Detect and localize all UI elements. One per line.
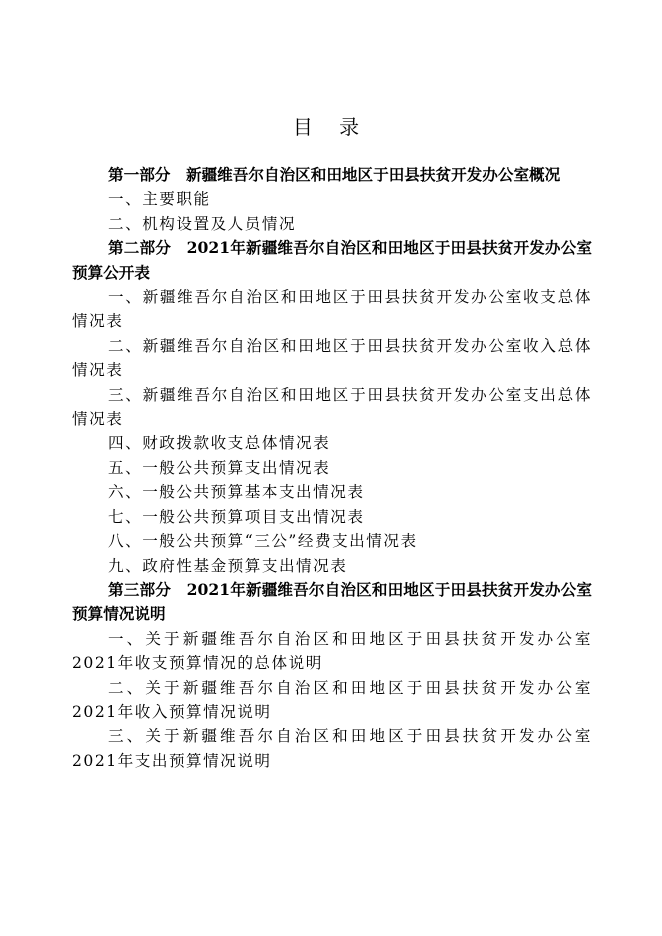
toc-item-general-budget-project: 七、一般公共预算项目支出情况表 [108, 507, 365, 526]
toc-part-1: 第一部分 新疆维吾尔自治区和田地区于田县扶贫开发办公室概况 [108, 165, 561, 184]
toc-item-main-functions: 一、主要职能 [108, 190, 211, 209]
toc-item-government-fund: 九、政府性基金预算支出情况表 [108, 556, 348, 575]
toc-item-expense-explanation: 三、关于新疆维吾尔自治区和田地区于田县扶贫开发办公室2021年支出预算情况说明 [72, 727, 592, 770]
table-of-contents [72, 163, 592, 773]
toc-item-fiscal-appropriation: 四、财政拨款收支总体情况表 [108, 434, 331, 453]
toc-item-income-explanation: 二、关于新疆维吾尔自治区和田地区于田县扶贫开发办公室2021年收入预算情况说明 [72, 678, 592, 721]
toc-title: 目 录 [292, 115, 370, 139]
toc-part-2: 第二部分 2021年新疆维吾尔自治区和田地区于田县扶贫开发办公室预算公开表 [72, 238, 592, 282]
toc-item-general-budget-basic: 六、一般公共预算基本支出情况表 [108, 483, 365, 502]
toc-item-income-expense-overview: 一、新疆维吾尔自治区和田地区于田县扶贫开发办公室收支总体情况表 [72, 288, 592, 331]
toc-item-organization: 二、机构设置及人员情况 [108, 214, 297, 233]
toc-item-income-overview: 二、新疆维吾尔自治区和田地区于田县扶贫开发办公室收入总体情况表 [72, 336, 592, 380]
toc-item-three-public-expenses: 八、一般公共预算“三公”经费支出情况表 [108, 532, 418, 551]
toc-part-3: 第三部分 2021年新疆维吾尔自治区和田地区于田县扶贫开发办公室预算情况说明 [72, 579, 592, 624]
toc-item-expense-overview: 三、新疆维吾尔自治区和田地区于田县扶贫开发办公室支出总体情况表 [72, 385, 592, 429]
toc-item-general-budget-expense: 五、一般公共预算支出情况表 [108, 458, 331, 477]
toc-item-overall-explanation: 一、关于新疆维吾尔自治区和田地区于田县扶贫开发办公室2021年收支预算情况的总体说明 [72, 629, 592, 673]
